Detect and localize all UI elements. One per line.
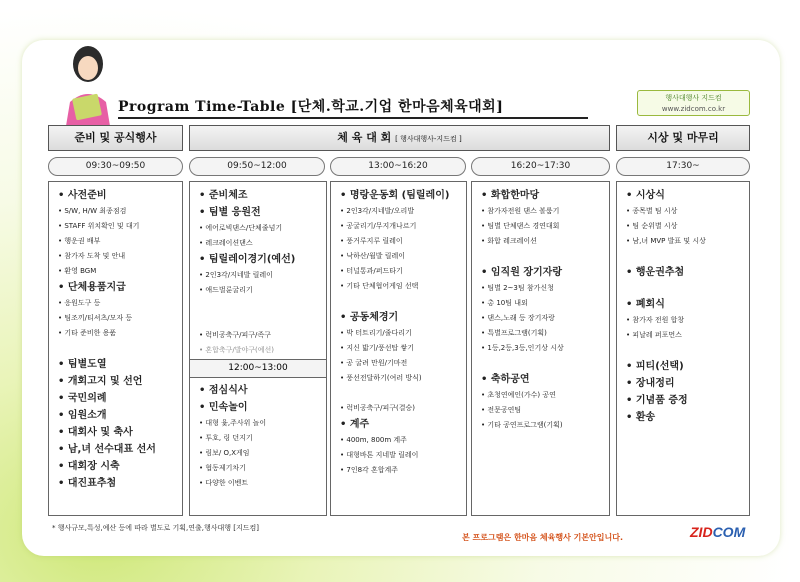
list-item: • 투호, 링 던지기	[199, 431, 322, 446]
list-item: • 남,녀 MVP 발표 및 시상	[626, 234, 745, 249]
list-item: • 터널통과/퍼드타기	[340, 264, 462, 279]
list-item: • 준비체조	[199, 187, 322, 204]
list-item: • STAFF 위치확인 및 대기	[58, 219, 178, 234]
company-banner	[637, 90, 750, 116]
page-title-text: Program Time-Table [단체.학교.기업 한마음체육대회]	[118, 99, 504, 115]
list-prep	[58, 187, 178, 492]
list-item: • 행운권추첨	[626, 264, 745, 281]
list-item: • 특별프로그램(기획)	[481, 326, 605, 341]
list-item: • 시상식	[626, 187, 745, 204]
list-item	[481, 249, 605, 264]
list-item	[626, 281, 745, 296]
person-illustration	[52, 42, 124, 126]
list-item: • 풍거루지루 릴레이	[340, 234, 462, 249]
column-lunch	[190, 378, 326, 515]
header-award	[616, 125, 750, 151]
title-underline	[118, 117, 588, 119]
list-item: • 공동체경기	[340, 309, 462, 326]
list-item: • 지신 밟기/풍선탑 쌓기	[340, 341, 462, 356]
list-item: • 애드벌룬굴리기	[199, 283, 322, 298]
list-item: • 2인3각/지네발/오리발	[340, 204, 462, 219]
list-evening	[481, 187, 605, 433]
list-item: • 임직원 장기자랑	[481, 264, 605, 281]
list-item: • 2인3각/지네발 릴레이	[199, 268, 322, 283]
list-item: • 축하공연	[481, 371, 605, 388]
list-item: • 댄스,노래 등 장기자랑	[481, 311, 605, 326]
column-evening	[471, 181, 610, 516]
list-item: • 혼합축구/발야구(예선)	[199, 343, 322, 358]
bottom-note: 본 프로그램은 한마음 체육행사 기본안입니다.	[462, 533, 624, 542]
list-item: • 계주	[340, 416, 462, 433]
list-item: • 화합 레크레이션	[481, 234, 605, 249]
list-item: • 팀 순위별 시상	[626, 219, 745, 234]
list-item: • 7인8각 혼합계주	[340, 463, 462, 478]
list-item: • 팀조끼/티셔츠/모자 등	[58, 311, 178, 326]
list-item: • 림보/ O,X게임	[199, 446, 322, 461]
time-slot-3: 13:00~16:20	[330, 157, 466, 176]
list-item	[58, 341, 178, 356]
list-item: • 초청연예인(가수) 공연	[481, 388, 605, 403]
column-prep	[48, 181, 183, 516]
list-item: • 피날레 퍼포먼스	[626, 328, 745, 343]
logo-part-a: ZID	[690, 524, 713, 540]
header-award-label: 시상 및 마무리	[647, 131, 719, 144]
list-item: • 팀별 단체댄스 경연대회	[481, 219, 605, 234]
list-closing	[626, 187, 745, 426]
header-prep-label: 준비 및 공식행사	[74, 131, 157, 144]
list-item: • 팀별도열	[58, 356, 178, 373]
list-item: • 대진표추첨	[58, 475, 178, 492]
page-title	[118, 96, 588, 116]
list-item: • 환영 BGM	[58, 264, 178, 279]
list-item: • 기타 공연프로그램(기획)	[481, 418, 605, 433]
list-item: • 대형 윷,주사위 놀이	[199, 416, 322, 431]
list-item	[481, 356, 605, 371]
time-slot-1: 09:30~09:50	[48, 157, 183, 176]
time-slot-4: 16:20~17:30	[471, 157, 610, 176]
list-item: • 풍선전달하기(여러 방식)	[340, 371, 462, 386]
column-afternoon	[330, 181, 467, 516]
list-item: • 다양한 이벤트	[199, 476, 322, 491]
list-item: • 팀별 2~3팀 참가신청	[481, 281, 605, 296]
list-item: • 기타 준비한 용품	[58, 326, 178, 341]
list-item: • 종목별 팀 시상	[626, 204, 745, 219]
list-item: • 개회고지 및 선언	[58, 373, 178, 390]
list-item	[340, 386, 462, 401]
list-item: • 대회장 시축	[58, 458, 178, 475]
list-item: • 국민의례	[58, 390, 178, 407]
list-item: • 피티(선택)	[626, 358, 745, 375]
list-item: • 참가자전원 댄스 볼룸기	[481, 204, 605, 219]
time-slot-2: 09:50~12:00	[189, 157, 325, 176]
time-slot-5: 17:30~	[616, 157, 750, 176]
list-item: • 기념품 증정	[626, 392, 745, 409]
list-item: • 1등,2등,3등,인기상 시상	[481, 341, 605, 356]
list-item: • 팀릴레이경기(예선)	[199, 251, 322, 268]
list-item: • 에어로빅댄스/단체줄넘기	[199, 221, 322, 236]
list-item: • 단체용품지급	[58, 279, 178, 296]
list-item	[340, 294, 462, 309]
list-item: • 행운권 배부	[58, 234, 178, 249]
list-item: • 민속놀이	[199, 399, 322, 416]
list-item: • 낙하산/월발 릴레이	[340, 249, 462, 264]
banner-url: www.zidcom.co.kr	[661, 105, 726, 113]
list-item	[199, 298, 322, 313]
list-item: • 사전준비	[58, 187, 178, 204]
list-item: • 참가자 도착 및 안내	[58, 249, 178, 264]
list-item: • 응원도구 등	[58, 296, 178, 311]
list-item: • 남,녀 선수대표 선서	[58, 441, 178, 458]
list-item: • 전문공연팀	[481, 403, 605, 418]
header-event	[189, 125, 610, 151]
list-item: • 폐회식	[626, 296, 745, 313]
list-item: • 럭비공축구/피구(결승)	[340, 401, 462, 416]
list-item: • 기타 단체협어게임 선택	[340, 279, 462, 294]
banner-text: 행사대행사 지드컴	[665, 94, 722, 102]
header-event-label: 체 육 대 회	[337, 131, 392, 144]
list-item: • 럭비공축구/피구/족구	[199, 328, 322, 343]
list-item: • 화합한마당	[481, 187, 605, 204]
list-item: • 환송	[626, 409, 745, 426]
list-item: • 400m, 800m 계주	[340, 433, 462, 448]
footnote: * 행사규모,특성,예산 등에 따라 별도로 기획,연출,행사대행 [지드컴]	[52, 524, 260, 532]
list-item: • 임원소개	[58, 407, 178, 424]
list-item: • 공 굴려 만원/기마전	[340, 356, 462, 371]
list-item	[626, 249, 745, 264]
zidcom-logo	[690, 524, 745, 540]
list-item	[199, 313, 322, 328]
column-closing	[616, 181, 750, 516]
list-item: • 대회사 및 축사	[58, 424, 178, 441]
list-item: • 장내정리	[626, 375, 745, 392]
list-item: • 대형바톤 지네발 릴레이	[340, 448, 462, 463]
time-slot-lunch: 12:00~13:00	[190, 359, 326, 378]
list-item: • 명랑운동회 (팀릴레이)	[340, 187, 462, 204]
list-item: • 레크레이션댄스	[199, 236, 322, 251]
list-item: • 팀별 응원전	[199, 204, 322, 221]
list-lunch	[199, 382, 322, 491]
list-item: • 점심식사	[199, 382, 322, 399]
list-item: • 박 터트리기/줄다리기	[340, 326, 462, 341]
list-item: • 공굴리기/무지개나르기	[340, 219, 462, 234]
list-item	[626, 343, 745, 358]
logo-part-b: COM	[712, 524, 746, 540]
list-item: • 총 10팀 내외	[481, 296, 605, 311]
list-item: • S/W, H/W 최종점검	[58, 204, 178, 219]
list-item: • 참가자 전원 합창	[626, 313, 745, 328]
list-afternoon	[340, 187, 462, 478]
header-event-sub: [ 행사대행사-지드컴 ]	[395, 135, 462, 143]
list-item: • 협동제기차기	[199, 461, 322, 476]
header-prep	[48, 125, 183, 151]
list-morning	[199, 187, 322, 358]
